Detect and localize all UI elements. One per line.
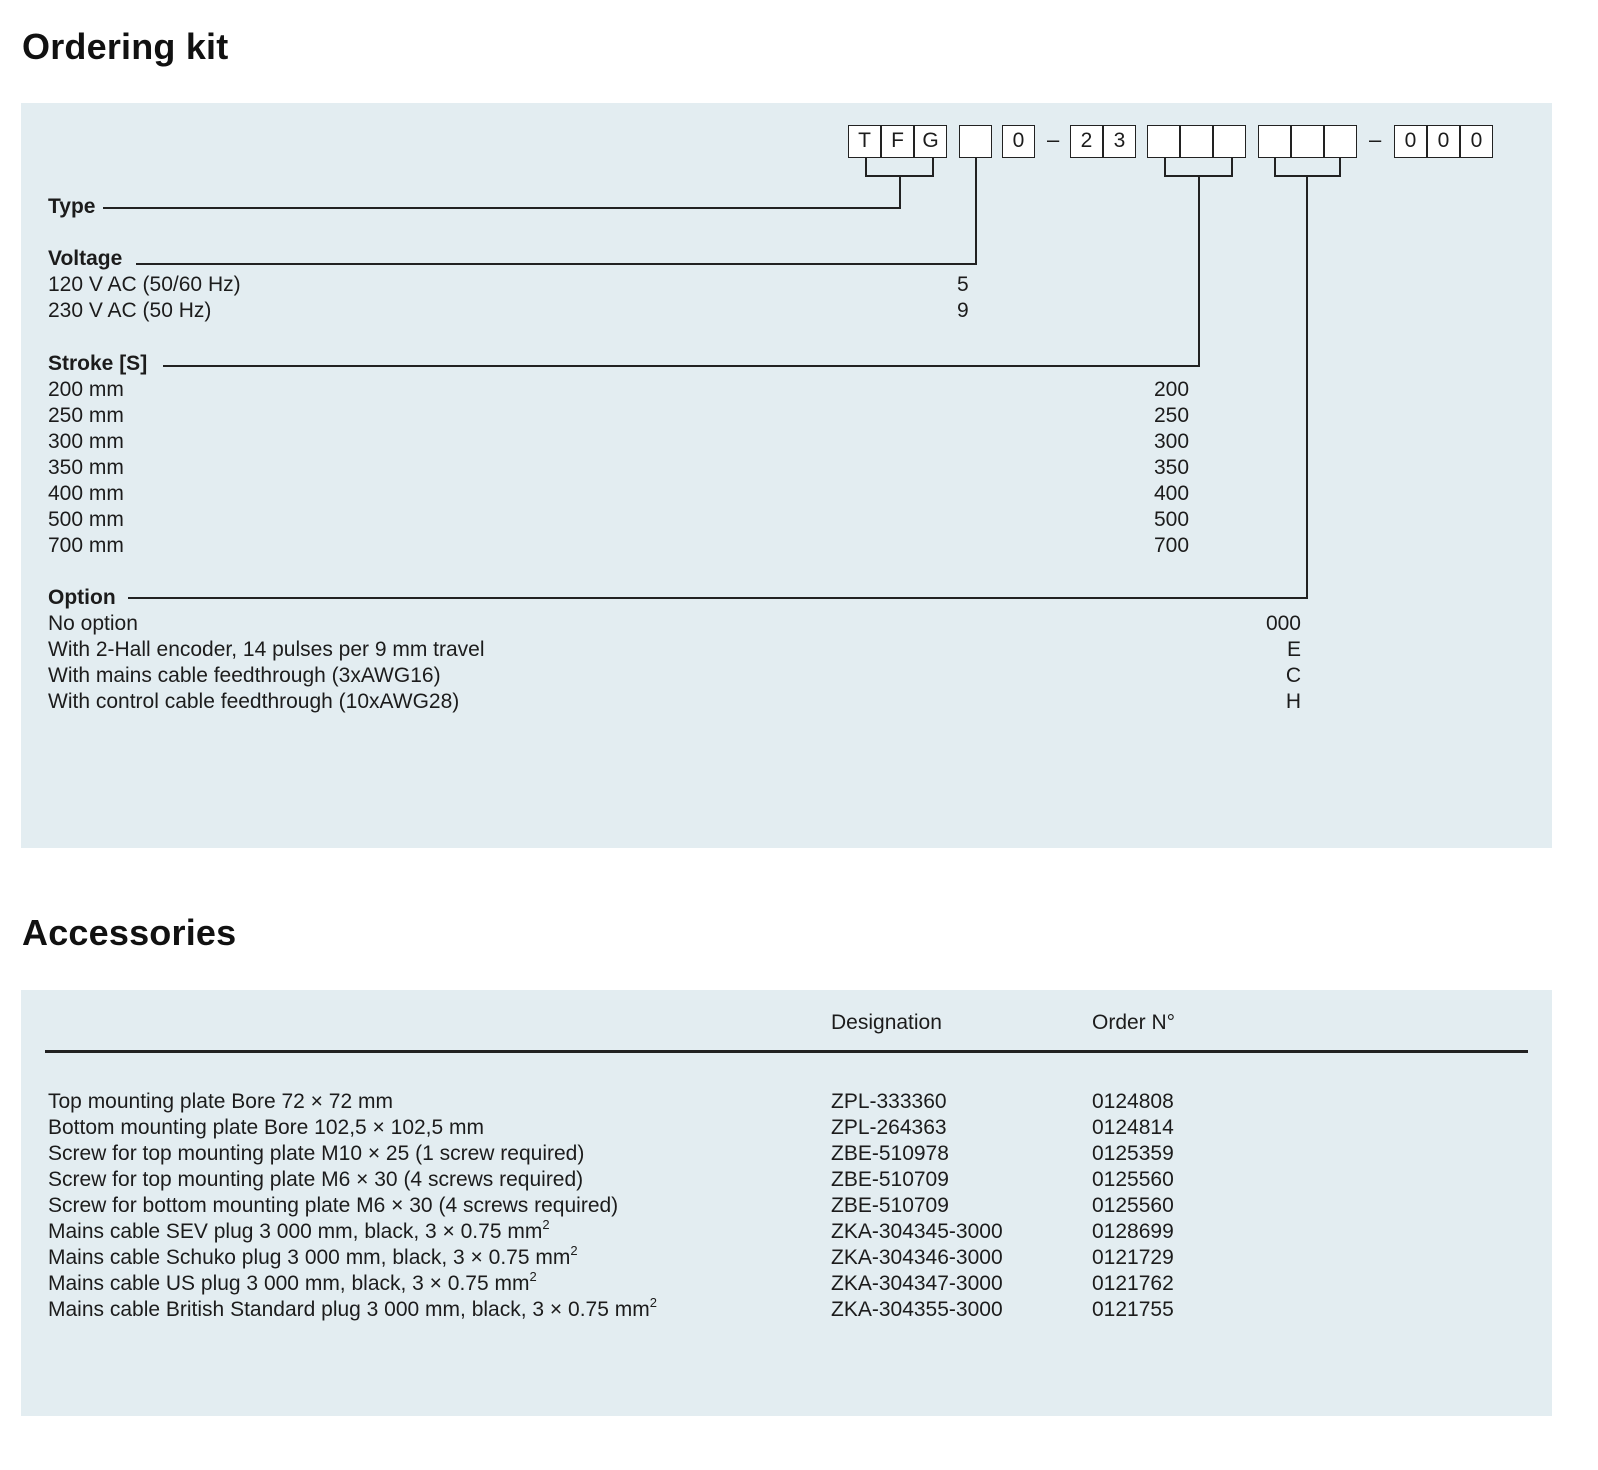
- row-order-no: 0121729: [1092, 1246, 1174, 1269]
- row-order-no: 0125560: [1092, 1168, 1174, 1191]
- ordering-kit-panel: [21, 103, 1552, 848]
- code-box: 3: [1103, 125, 1136, 158]
- row-designation: ZKA-304346-3000: [831, 1246, 1003, 1269]
- code-box: 2: [1070, 125, 1103, 158]
- option-code: 000: [1265, 612, 1301, 635]
- option-code: C: [1285, 664, 1301, 687]
- row-description: Mains cable US plug 3 000 mm, black, 3 × 0.75 $mm^2$: [48, 1269, 537, 1295]
- code-box: 0: [1394, 125, 1427, 158]
- stroke-option-code: 300: [1154, 430, 1190, 453]
- row-order-no: 0128699: [1092, 1220, 1174, 1243]
- row-description: Mains cable SEV plug 3 000 mm, black, 3 × 0.75 $mm^2$: [48, 1217, 550, 1243]
- accessories-panel: [21, 990, 1552, 1416]
- accessories-title: Accessories: [22, 912, 237, 953]
- voltage-option-code: 5: [957, 273, 969, 296]
- stroke-option-text: 250 mm: [48, 404, 124, 427]
- row-designation: ZPL-264363: [831, 1116, 947, 1139]
- row-order-no: 0121762: [1092, 1272, 1174, 1295]
- row-designation: ZKA-304345-3000: [831, 1220, 1003, 1243]
- code-separator: –: [1369, 127, 1382, 152]
- row-designation: ZPL-333360: [831, 1090, 947, 1113]
- code-box: G: [914, 125, 947, 158]
- row-designation: ZKA-304355-3000: [831, 1298, 1003, 1321]
- code-box: F: [881, 125, 914, 158]
- stroke-option-code: 250: [1154, 404, 1190, 427]
- option-text: With mains cable feedthrough (3xAWG16): [48, 664, 441, 687]
- option-text: With 2-Hall encoder, 14 pulses per 9 mm travel: [48, 638, 485, 661]
- row-designation: ZBE-510709: [831, 1168, 949, 1191]
- row-description: Bottom mounting plate Bore 102,5 × 102,5 mm: [48, 1116, 485, 1139]
- code-box: T: [848, 125, 881, 158]
- code-box: 0: [1460, 125, 1493, 158]
- row-description: Mains cable British Standard plug 3 000 mm, black, 3 × 0.75 $mm^2$: [48, 1295, 657, 1321]
- row-description: Mains cable Schuko plug 3 000 mm, black, 3 × 0.75 $mm^2$: [48, 1243, 578, 1269]
- stroke-option-code: 350: [1154, 456, 1190, 479]
- stroke-option-code: 200: [1154, 378, 1190, 401]
- option-label: Option: [48, 586, 116, 609]
- row-description: Screw for bottom mounting plate M6 × 30 (4 screws required): [48, 1194, 619, 1217]
- voltage-option-code: 9: [957, 299, 969, 322]
- option-code: E: [1286, 638, 1301, 661]
- row-order-no: 0125560: [1092, 1194, 1174, 1217]
- stroke-option-text: 500 mm: [48, 508, 124, 531]
- code-separator: –: [1047, 127, 1060, 152]
- stroke-option-code: 700: [1154, 534, 1190, 557]
- stroke-option-code: 500: [1154, 508, 1190, 531]
- code-connector-lines: [21, 103, 1552, 848]
- voltage-label: Voltage: [48, 247, 123, 270]
- stroke-option-code: 400: [1154, 482, 1190, 505]
- row-designation: ZBE-510709: [831, 1194, 949, 1217]
- stroke-label: Stroke [S]: [48, 352, 148, 375]
- stroke-option-text: 400 mm: [48, 482, 124, 505]
- voltage-option-text: 120 V AC (50/60 Hz): [48, 273, 241, 296]
- option-code: H: [1285, 690, 1301, 713]
- type-label: Type: [48, 195, 96, 218]
- voltage-option-text: 230 V AC (50 Hz): [48, 299, 212, 322]
- stroke-option-text: 350 mm: [48, 456, 124, 479]
- ordering-kit-title: Ordering kit: [22, 26, 229, 67]
- row-designation: ZKA-304347-3000: [831, 1272, 1003, 1295]
- option-text: No option: [48, 612, 138, 635]
- row-order-no: 0125359: [1092, 1142, 1174, 1165]
- row-description: Top mounting plate Bore 72 × 72 mm: [48, 1090, 393, 1113]
- stroke-option-text: 200 mm: [48, 378, 124, 401]
- designation-header: Designation: [831, 1011, 942, 1034]
- row-order-no: 0121755: [1092, 1298, 1174, 1321]
- order-no-header: Order N°: [1092, 1011, 1176, 1034]
- row-order-no: 0124814: [1092, 1116, 1174, 1139]
- row-description: Screw for top mounting plate M10 × 25 (1 screw required): [48, 1142, 585, 1165]
- row-designation: ZBE-510978: [831, 1142, 949, 1165]
- option-text: With control cable feedthrough (10xAWG28): [48, 690, 460, 713]
- row-order-no: 0124808: [1092, 1090, 1174, 1113]
- header-divider: [45, 1050, 1528, 1053]
- code-box: 0: [1427, 125, 1460, 158]
- row-description: Screw for top mounting plate M6 × 30 (4 screws required): [48, 1168, 584, 1191]
- stroke-option-text: 700 mm: [48, 534, 124, 557]
- code-box: 0: [1002, 125, 1035, 158]
- stroke-option-text: 300 mm: [48, 430, 124, 453]
